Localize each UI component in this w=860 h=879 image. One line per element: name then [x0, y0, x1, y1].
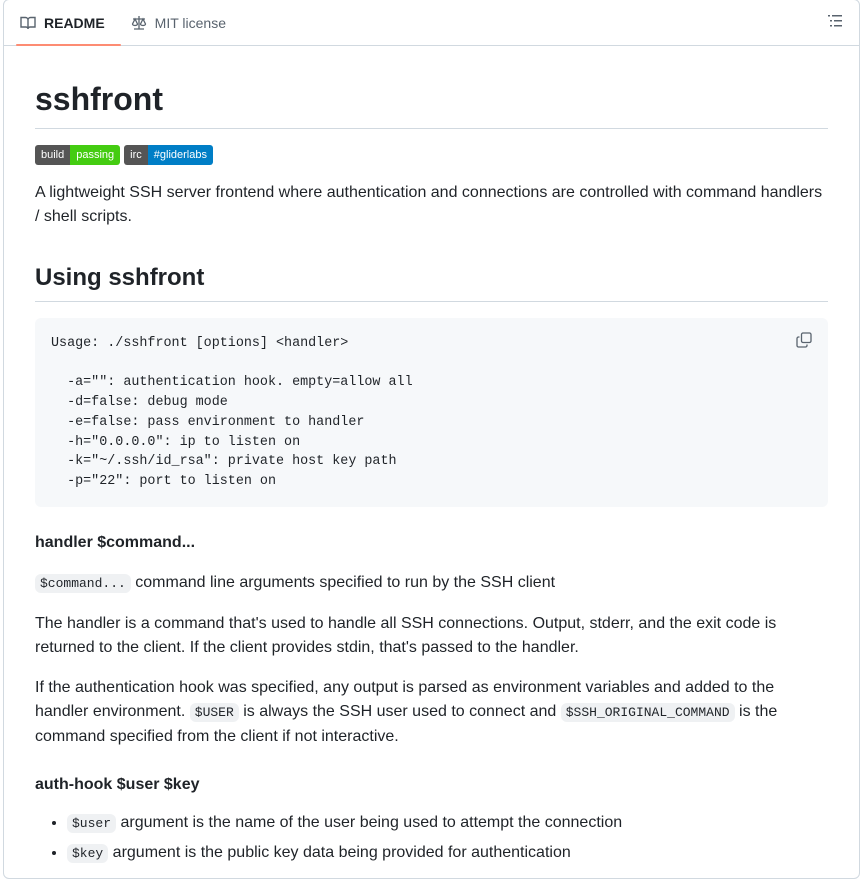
build-badge[interactable] [35, 145, 120, 165]
handler-description: The handler is a command that's used to handle all SSH connections. Output, stderr, and the exit code is returned to the client. If the client provides stdin, that's passed to the handler. [35, 615, 777, 656]
text: command line arguments specified to run by the SSH client [130, 574, 556, 591]
code-block [35, 318, 828, 507]
readme-panel [3, 0, 860, 879]
handler-heading: handler $command... [35, 534, 196, 551]
text: is always the SSH user used to connect and [238, 703, 561, 720]
auth-args-list [35, 811, 828, 866]
table-of-contents-icon[interactable] [827, 13, 843, 34]
inline-code: $command... [35, 574, 131, 593]
text: argument is the public key data being provided for authentication [108, 844, 571, 861]
badge-label: build [35, 145, 70, 165]
auth-env-paragraph [35, 676, 828, 749]
book-icon [20, 15, 36, 31]
list-item [67, 841, 828, 866]
irc-badge[interactable] [124, 145, 213, 165]
tab-bar [4, 0, 859, 46]
intro-paragraph: A lightweight SSH server frontend where authentication and connections are controlled with command handlers / shell scripts. [35, 184, 823, 225]
tab-label: MIT license [154, 14, 226, 31]
tab-readme[interactable] [18, 0, 121, 45]
auth-hook-heading: auth-hook $user $key [35, 776, 200, 793]
section-heading: Using sshfront [35, 263, 828, 302]
copy-icon[interactable] [796, 332, 812, 356]
inline-code: $key [67, 844, 108, 863]
tab-label: README [44, 14, 105, 31]
page-title: sshfront [35, 79, 828, 129]
code-text: Usage: ./sshfront [options] <handler> -a="": authentication hook. empty=allow all -d=false: debug mode -e=false: pass environment to handler -h="0.0.0.0": ip to listen on -k="~/.ssh/id_rsa": private host key path -p="22": port to listen on [51, 336, 413, 489]
badge-value: passing [70, 145, 120, 165]
list-item [67, 811, 828, 836]
inline-code: $USER [190, 703, 239, 722]
handler-args [35, 571, 828, 596]
badge-label: irc [124, 145, 148, 165]
text: If the authentication hook was specified, any output is parsed as environment variables and added to the handler environment. [35, 679, 775, 720]
text: argument is the name of the user being used to attempt the connection [116, 814, 623, 831]
law-icon [131, 15, 147, 31]
inline-code: $SSH_ORIGINAL_COMMAND [561, 703, 735, 722]
tab-mit-license[interactable] [129, 0, 242, 45]
inline-code: $user [67, 814, 116, 833]
badge-value: #gliderlabs [148, 145, 213, 165]
text: is the command specified from the client if not interactive. [35, 703, 778, 745]
